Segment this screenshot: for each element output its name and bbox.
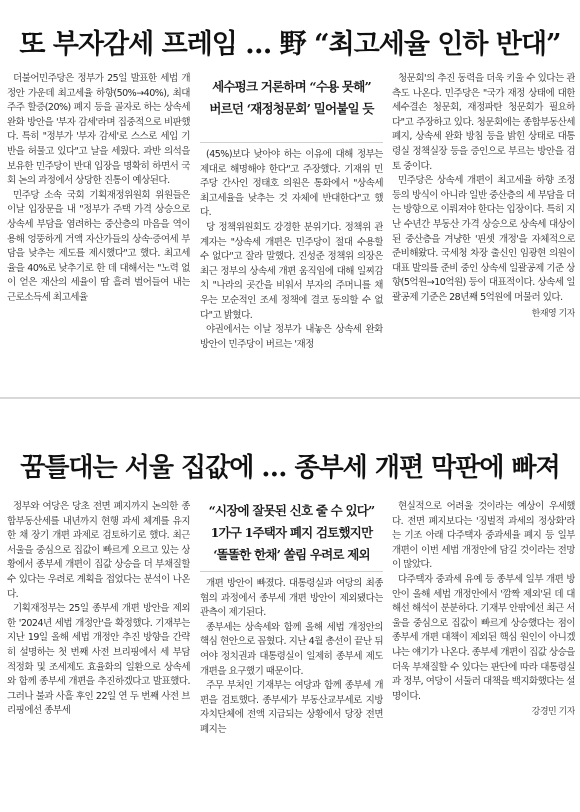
byline: 강경민 기자 [531,707,575,718]
paragraph: 민주당 소속 국회 기획재정위원회 위원들은 이날 입장문을 내 "정부가 주택 가격 상승으로 상속세 부담을 염려하는 중산층의 마음을 역이용해 엉뚱하게 거액 자산가들의 상속·증여세 부담을 낮추는 제도를 제시했다"고 했다. 최고세율을 40%로 낮추기로 한 데 대해서는 "노력 없이 얻은 재산의 세율이 땀 흘려 벌어들여 내는 근로소득세 최고세율 [7,189,190,303]
article-column-1 [7,72,190,382]
paragraph: 현실적으로 어려울 것이라는 예상이 우세했다. 전면 폐지보다는 '징벌적 과세의 정상화'라는 기조 아래 다주택자 중과세율 폐지 등 일부 개편이 이번 세법 개정안에 담길 것이라는 전망이 많았다. [392,501,575,571]
article-inheritance-tax [0,0,580,397]
paragraph: 기획재정부는 25일 종부세 개편 방안을 제외한 '2024년 세법 개정안'을 확정했다. 기재부는 지난 19일 올해 세법 개정안 추진 방향을 간략히 설명하는 첫 번째 사전 브리핑에서 세 부담 적정화 및 조세제도 효율화의 일환으로 상속세와 함께 종부세 개편을 추진하겠다고 발표했다. 그러나 불과 사흘 후인 22일 연 두 번째 사전 브리핑에선 종부세 [7,603,190,717]
subheadline-line: “시장에 잘못된 신호 줄 수 있다” [208,503,375,518]
byline: 한재영 기자 [531,308,575,319]
subheadline-line: 1가구 1주택자 폐지 검토했지만 [210,525,373,540]
paragraph: 개편 방안이 빠졌다. 대통령실과 여당의 최종 협의 과정에서 종부세 개편 방안이 제외됐다는 관측이 제기된다. [200,578,383,619]
article-column-3 [392,500,575,808]
paragraph: 주무 부처인 기재부는 여당과 함께 종부세 개편을 검토했다. 종부세가 부동산교부세로 지방자치단체에 전액 지급되는 상황에서 당장 전면 폐지는 [200,680,383,735]
paragraph: 민주당은 상속세 개편이 최고세율 하향 조정 등의 방식이 아니라 일반 중산층의 세 부담을 더는 방향으로 이뤄져야 한다는 입장이다. 특히 지난 수년간 부동산 가격 상승으로 상속세 대상이 된 중산층을 겨냥한 '핀셋 개정'을 자체적으로 준비해왔다. 국세청 차장 출신인 임광현 의원이 대표 발의를 준비 중인 상속세 일괄공제 기준 상향(5억원→10억원) 등이 대표적이다. 상속세 일괄공제 기준은 28년째 5억원에 머물러 있다. [392,175,575,303]
subheadline-line: 버르던 ‘재정청문회’ 밀어붙일 듯 [209,101,374,116]
subheadline [200,76,383,143]
paragraph: 종부세는 상속세와 함께 올해 세법 개정안의 핵심 현안으로 꼽혔다. 지난 4월 총선이 끝난 뒤 여야 정치권과 대통령실이 일제히 종부세 제도 개편을 요구했기 때문이다. [200,621,383,677]
paragraph: 당 정책위원회도 강경한 분위기다. 정책위 관계자는 "상속세 개편은 민주당이 절대 수용할 수 없다"고 잘라 말했다. 진성준 정책위 의장은 최근 정부의 상속세 개편 움직임에 대해 일찌감치 "나라의 곳간을 비워서 부자의 주머니를 채우는 모순적인 조세 정책에 결코 동의할 수 없다"고 밝혔다. [200,221,383,321]
subheadline-line: ‘똘똘한 한채’ 쏠림 우려로 제외 [213,547,370,562]
article-column-1 [7,500,190,808]
headline: 또 부자감세 프레임 … 野 “최고세율 인하 반대” [19,29,561,60]
paragraph: 야권에서는 이날 정부가 내놓은 상속세 완화 방안이 민주당이 버르는 '재정 [200,324,383,350]
article-column-2 [200,148,383,382]
subheadline [200,500,383,572]
article-property-tax [0,397,580,812]
paragraph: 정부와 여당은 당초 전면 폐지까지 논의한 종합부동산세를 내년까지 현행 과세 체계를 유지한 채 장기 개편 과제로 검토하기로 했다. 최근 서울을 중심으로 집값이 빠르게 오르고 있는 상황에서 종부세 개편이 집값 상승을 더 부채질할 수 있다는 우려로 계획을 접었다는 분석이 나온다. [7,501,190,600]
article-column-3 [392,72,575,382]
subheadline-line: 세수펑크 거론하며 “수용 못해” [212,79,371,94]
paragraph: (45%)보다 낮아야 하는 이유에 대해 정부는 제대로 해명해야 한다"고 주장했다. 기재위 민주당 간사인 정태호 의원은 통화에서 "상속세 최고세율을 낮추는 것 자체에 반대한다"고 했다. [200,149,383,219]
paragraph: 다주택자 중과세 유예 등 종부세 일부 개편 방안이 올해 세법 개정안에서 '깜짝 제외'된 데 대해선 해석이 분분하다. 기재부 안팎에선 최근 서울을 중심으로 집값이 빠르게 상승했다는 점이 종부세 개편 대책이 제외된 핵심 원인이 아니겠냐는 얘기가 나온다. 종부세 개편이 집값 상승을 더욱 부채질할 수 있다는 판단에 따라 대통령실과 정부, 여당이 서둘러 대책을 백지화했다는 설명이다. [392,573,575,702]
article-column-2 [200,577,383,808]
headline: 꿈틀대는 서울 집값에 … 종부세 개편 막판에 빠져 [20,453,560,483]
paragraph: 더불어민주당은 정부가 25일 발표한 세법 개정안 가운데 최고세율 하향(50%→40%), 최대주주 할증(20%) 폐지 등을 골자로 하는 상속세 완화 방안을 '부자 감세'라며 집중적으로 비판했다. 특히 "정부가 '부자 감세'로 스스로 세입 기반을 허물고 있다"고 날을 세웠다. 과반 의석을 보유한 민주당이 반대 입장을 명확히 하면서 국회 논의 과정에서 상당한 진통이 예상된다. [7,73,190,187]
paragraph: 청문회'의 추진 동력을 더욱 키울 수 있다는 관측도 나온다. 민주당은 "국가 재정 상태에 대한 세수결손 청문회, 재정파탄 청문회가 필요하다"고 주장하고 있다. 청문회에는 종합부동산세 폐지, 상속세 완화 방침 등을 밝힌 상태로 대통령실 정책실장 등을 증인으로 부르는 방안을 검토 중이다. [392,73,575,172]
